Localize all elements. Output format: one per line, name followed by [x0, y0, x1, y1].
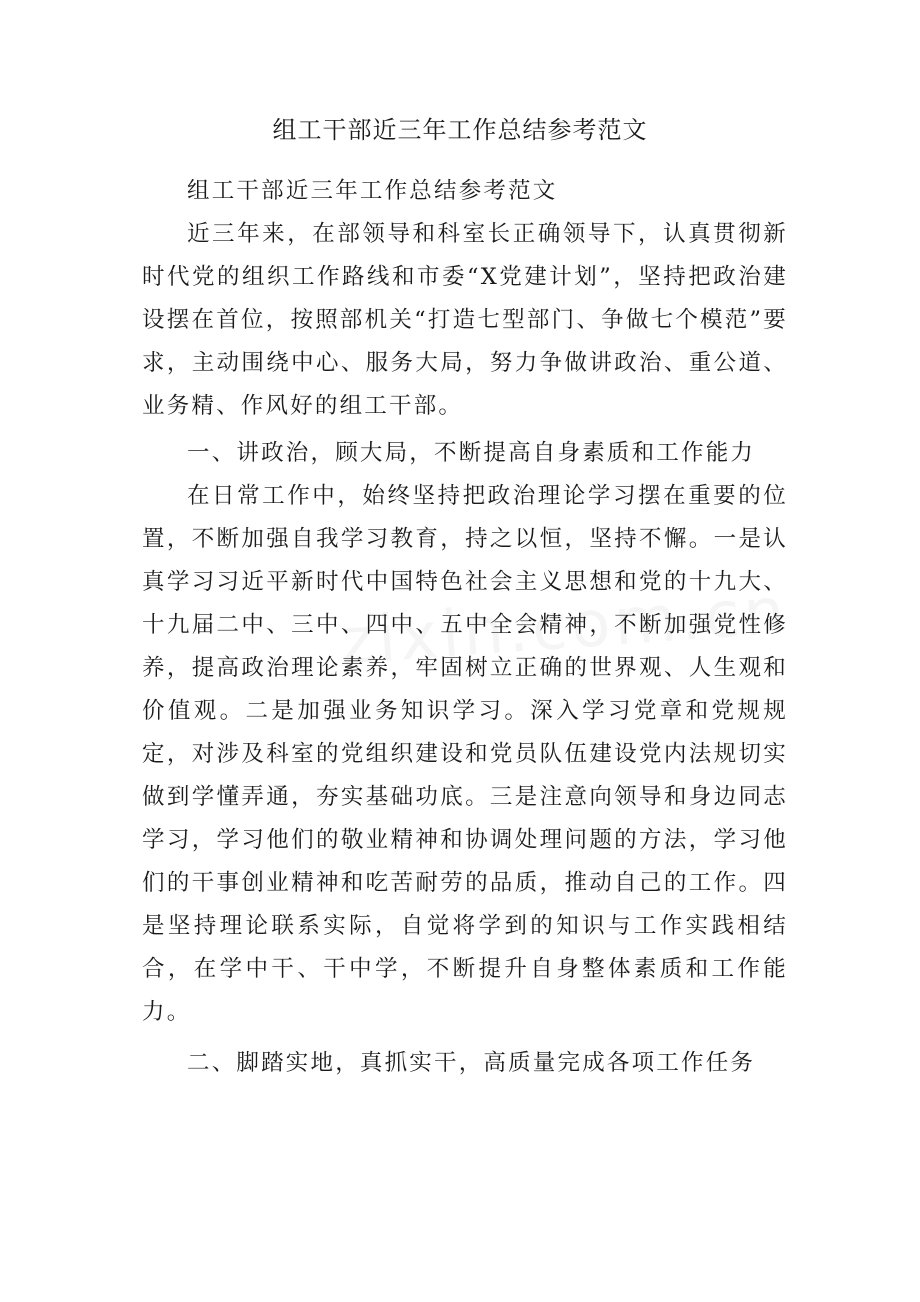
page-title: 组工干部近三年工作总结参考范文: [272, 116, 648, 144]
paragraph-subtitle: 组工干部近三年工作总结参考范文: [187, 178, 558, 204]
document-body: [142, 170, 788, 1085]
section-heading-2: 二、脚踏实地，真抓实干，高质量完成各项工作任务: [187, 1050, 756, 1076]
paragraph-section-1: 在日常工作中，始终坚持把政治理论学习摆在重要的位置，不断加强自我学习教育，持之以恒，坚持不懈。一是认真学习习近平新时代中国特色社会主义思想和党的十九大、十九届二中、三中、四中、五中全会精神，不断加强党性修养，提高政治理论素养，牢固树立正确的世界观、人生观和价值观。二是加强业务知识学习。深入学习党章和党规规定，对涉及科室的党组织建设和党员队伍建设党内法规切实做到学懂弄通，夯实基础功底。三是注意向领导和身边同志学习，学习他们的敬业精神和协调处理问题的方法，学习他们的干事创业精神和吃苦耐劳的品质，推动自己的工作。四是坚持理论联系实际，自觉将学到的知识与工作实践相结合，在学中干、干中学，不断提升自身整体素质和工作能力。: [142, 483, 788, 1025]
section-heading-1: 一、讲政治，顾大局，不断提高自身素质和工作能力: [187, 440, 756, 466]
paragraph-intro: 近三年来，在部领导和科室长正确领导下，认真贯彻新时代党的组织工作路线和市委“X党建计划”，坚持把政治建设摆在首位，按照部机关“打造七型部门、争做七个模范”要求，主动围绕中心、服务大局，努力争做讲政治、重公道、业务精、作风好的组工干部。: [142, 221, 788, 419]
